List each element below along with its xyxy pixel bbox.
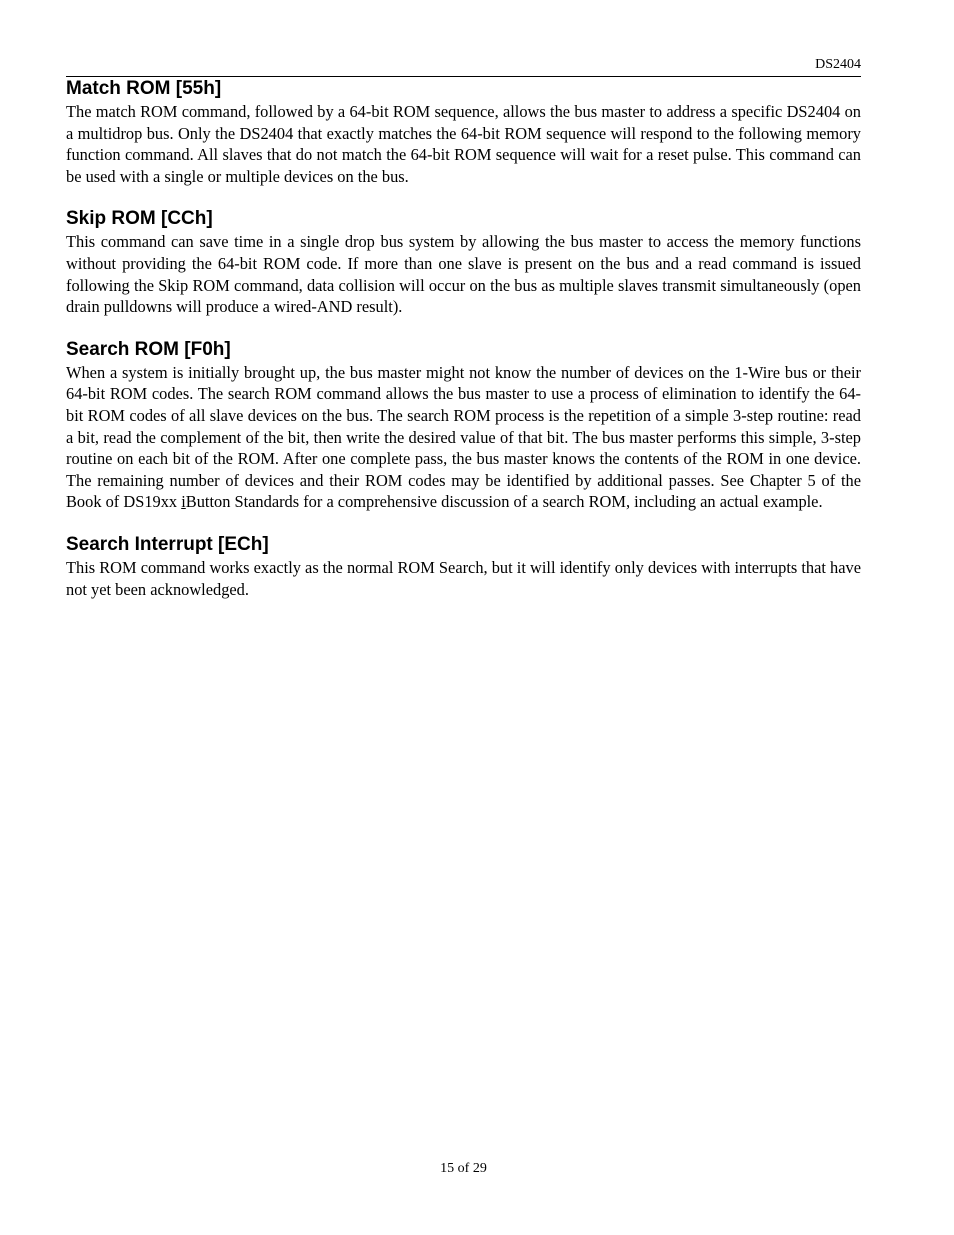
section-search-interrupt [66,533,861,600]
section-paragraph [66,362,861,513]
section-paragraph: This ROM command works exactly as the normal ROM Search, but it will identify only devices with interrupts that have not yet been acknowledged. [66,557,861,599]
page-number: 15 of 29 [440,1161,487,1176]
page-content [66,77,861,620]
underlined-i: i [181,492,186,512]
section-heading: Search ROM [F0h] [66,338,231,360]
paragraph-text-start: When a system is initially brought up, the bus master might not know the number of devices on the 1-Wire bus or their 64-bit ROM codes. The search ROM command allows the bus master to use a process of elimination to identify the 64-bit ROM codes of all slave devices on the bus. The search ROM process is the repetition of a simple 3-step routine: read a bit, read the complement of the bit, then write the desired value of that bit. The bus master performs this simple, 3-step routine on each bit of the ROM. After one complete pass, the bus master knows the contents of the ROM in one device. The remaining number of devices and their ROM codes may be identified by additional passes. See Chapter 5 of the Book of DS19xx [66,362,861,512]
paragraph-text-end: Button Standards for a comprehensive discussion of a search ROM, including an actual example. [185,492,823,512]
section-skip-rom [66,207,861,317]
section-paragraph: This command can save time in a single drop bus system by allowing the bus master to access the memory functions without providing the 64-bit ROM code. If more than one slave is present on the bus and a read command is issued following the Skip ROM command, data collision will occur on the bus as multiple slaves transmit simultaneously (open drain pulldowns will produce a wired-AND result). [66,232,861,317]
section-heading: Skip ROM [CCh] [66,208,213,230]
section-paragraph: The match ROM command, followed by a 64-bit ROM sequence, allows the bus master to address a specific DS2404 on a multidrop bus. Only the DS2404 that exactly matches the 64-bit ROM sequence will respond to the following memory function command. All slaves that do not match the 64-bit ROM sequence will wait for a reset pulse. This command can be used with a single or multiple devices on the bus. [66,102,861,186]
section-heading: Match ROM [55h] [66,78,222,99]
document-id: DS2404 [815,57,861,72]
section-heading: Search Interrupt [ECh] [66,533,269,555]
section-match-rom [66,77,861,187]
section-search-rom [66,338,861,513]
